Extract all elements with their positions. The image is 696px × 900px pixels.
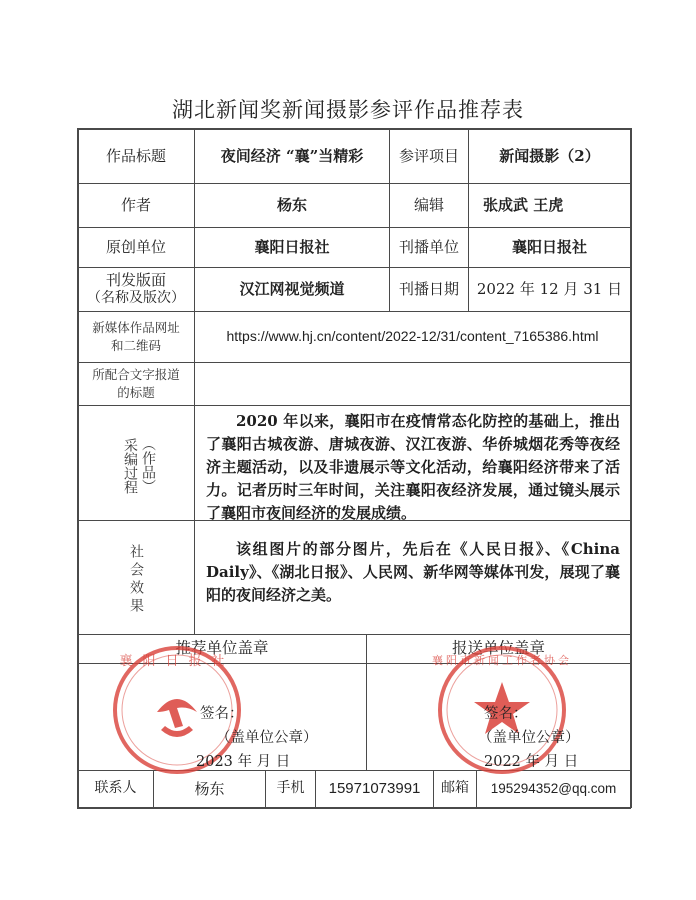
label-editor: 编辑 [413,196,444,215]
left-stamp-note: （盖单位公章） [216,730,318,746]
label-process-col2: 采编过程 [122,437,138,494]
label-broadcast-unit: 刊播单位 [398,238,459,257]
right-stamp-text: 襄阳市新闻工作者协会 [432,654,572,667]
value-work-title: 夜间经济 “襄”当精彩 [220,146,364,165]
label-contact: 联系人 [94,780,137,797]
label-newmedia-line2: 和二维码 [110,338,161,353]
newmedia-url-link[interactable]: https://www.hj.cn/content/2022-12/31/content_7165386.html [226,328,599,345]
label-text-report [78,363,194,405]
label-work-title: 作品标题 [105,146,166,165]
label-email: 邮箱 [441,780,469,797]
value-text-report [195,363,630,405]
left-seal-header: 推荐单位盖章 [175,639,269,658]
label-newmedia [78,312,194,362]
label-text-report-line1: 所配合文字报道 [92,366,180,382]
label-publish-line1: 刊发版面 [105,271,166,290]
label-newmedia-line1: 新媒体作品网址 [92,319,180,335]
right-sign-label: 签名： [484,706,528,722]
value-editor: 张成武 王虎 [483,196,564,215]
label-broadcast-date: 刊播日期 [398,280,459,299]
label-publish-line2: （名称及版次） [87,290,185,307]
left-date: 2023 年 月 日 [196,754,291,770]
right-seal-header: 报送单位盖章 [451,639,545,658]
value-contact-name: 杨东 [194,779,225,798]
value-author: 杨东 [276,196,307,215]
right-date: 2022 年 月 日 [484,754,579,770]
label-category: 参评项目 [398,146,459,165]
effect-text: 该组图片的部分图片，先后在《人民日报》、《China Daily》、《湖北日报》、人民网、新华网等媒体刊发，展现了襄阳的夜间经济之美。 [206,540,620,604]
value-category: 新闻摄影（2） [499,146,600,165]
value-email: 195294352@qq.com [490,780,617,796]
label-publish-page [78,268,194,311]
value-publish-page: 汉江网视觉频道 [239,280,345,299]
value-broadcast-unit: 襄阳日报社 [511,238,587,257]
label-origin: 原创单位 [105,238,166,257]
left-sign-label: 签名： [200,706,244,722]
label-process-col1: （作品） [140,437,156,493]
label-phone: 手机 [276,780,305,797]
label-author: 作者 [120,196,151,215]
value-origin: 襄阳日报社 [254,238,330,257]
process-text: 2020 年以来，襄阳市在疫情常态化防控的基础上，推出了襄阳古城夜游、唐城夜游、汉江夜游、华侨城烟花秀等夜经济主题活动，以及非遗展示等文化活动，给襄阳经济带来了活力。记者历时三年时间，关注襄阳夜经济发展，通过镜头展示了襄阳市夜间经济的发展成绩。 [206,412,620,522]
right-stamp-note: （盖单位公章） [478,730,580,746]
label-social-effect: 社会效果 [128,544,144,616]
value-broadcast-date: 2022 年 12 月 31 日 [476,280,623,299]
left-stamp-text: 襄阳日报社 [119,654,235,669]
value-phone: 15971073991 [328,779,421,797]
form-title: 湖北新闻奖新闻摄影参评作品推荐表 [172,98,524,122]
label-text-report-line2: 的标题 [117,385,155,400]
